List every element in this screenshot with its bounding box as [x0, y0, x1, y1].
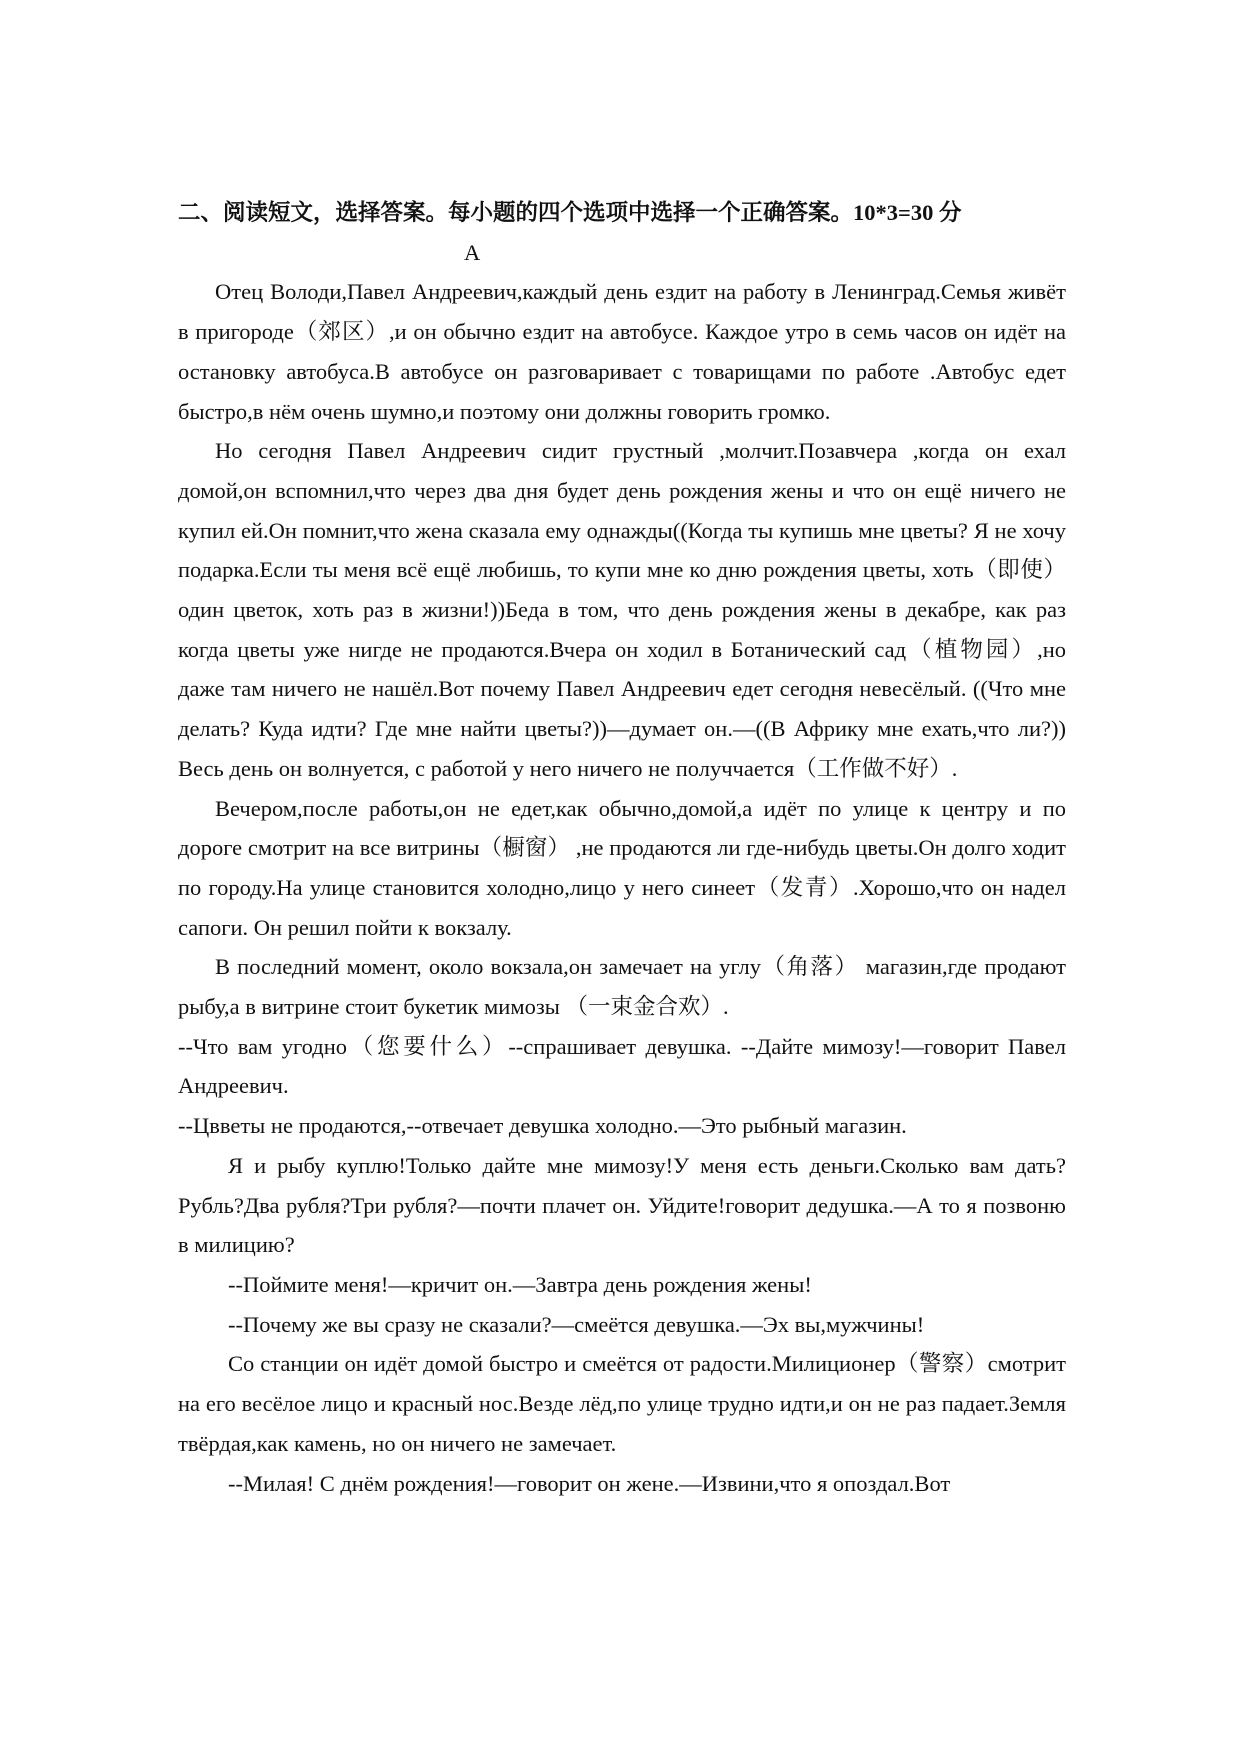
paragraph-3: Вечером,после работы,он не едет,как обычно,домой,а идёт по улице к центру и по дороге смотрит на все витрины（橱窗） ,не продаются ли где-нибудь цветы.Он долго ходит по городу.На улице становится холодно,лицо у него синеет（发青）.Хорошо,что он надел сапоги. Он решил пойти к вокзалу. [178, 795, 1066, 940]
paragraph-1: Отец Володи,Павел Андреевич,каждый день ездит на работу в Ленинград.Семья живёт в пригороде（郊区）,и он обычно ездит на автобусе. Каждое утро в семь часов он идёт на остановку автобуса.В автобусе он разговаривает с товарищами по работе .Автобус едет быстро,в нём очень шумно,и поэтому они должны говорить громко. [178, 279, 1066, 424]
document-page [178, 193, 1066, 1503]
paragraph-6: --Цвветы не продаются,--отвечает девушка холодно.—Это рыбный магазин. [178, 1113, 907, 1139]
paragraph-5: --Что вам угодно（您要什么）--спрашивает девушка. --Дайте мимозу!—говорит Павел Андреевич. [178, 1033, 1066, 1099]
passage-label: A [464, 239, 481, 265]
paragraph-7: Я и рыбу куплю!Только дайте мне мимозу!У меня есть деньги.Сколько вам дать?Рубль?Два рубля?Три рубля?—почти плачет он. Уйдите!говорит дедушка.—А то я позвоню в милицию? [178, 1152, 1066, 1258]
paragraph-9: --Почему же вы сразу не сказали?—смеётся девушка.—Эх вы,мужчины! [228, 1311, 925, 1337]
paragraph-8: --Поймите меня!—кричит он.—Завтра день рождения жены! [228, 1271, 812, 1297]
section-heading: 二、阅读短文，选择答案。每小题的四个选项中选择一个正确答案。10*3=30 分 [178, 200, 962, 225]
paragraph-4: В последний момент, около вокзала,он замечает на углу（角落） магазин,где продают рыбу,а в витрине стоит букетик мимозы （一束金合欢）. [178, 954, 1066, 1020]
paragraph-11: --Милая! С днём рождения!—говорит он жене.—Извини,что я опоздал.Вот [228, 1470, 951, 1496]
paragraph-10: Со станции он идёт домой быстро и смеётся от радости.Милиционер（警察）смотрит на его весёлое лицо и красный нос.Везде лёд,по улице трудно идти,и он не раз падает.Земля твёрдая,как камень, но он ничего не замечает. [178, 1351, 1066, 1456]
paragraph-2: Но сегодня Павел Андреевич сидит грустный ,молчит.Позавчера ,когда он ехал домой,он вспомнил,что через два дня будет день рождения жены и что он ещё ничего не купил ей.Он помнит,что жена сказала ему однажды((Когда ты купишь мне цветы? Я не хочу подарка.Если ты меня всё ещё любишь, то купи мне ко дню рождения цветы, хоть（即使）один цветок, хоть раз в жизни!))Беда в том, что день рождения жены в декабре, как раз когда цветы уже нигде не продаются.Вчера он ходил в Ботанический сад（植物园）,но даже там ничего не нашёл.Вот почему Павел Андреевич едет сегодня невесёлый. ((Что мне делать? Куда идти? Где мне найти цветы?))—думает он.—((В Африку мне ехать,что ли?)) Весь день он волнуется, с работой у него ничего не получчается（工作做不好）. [178, 438, 1066, 781]
